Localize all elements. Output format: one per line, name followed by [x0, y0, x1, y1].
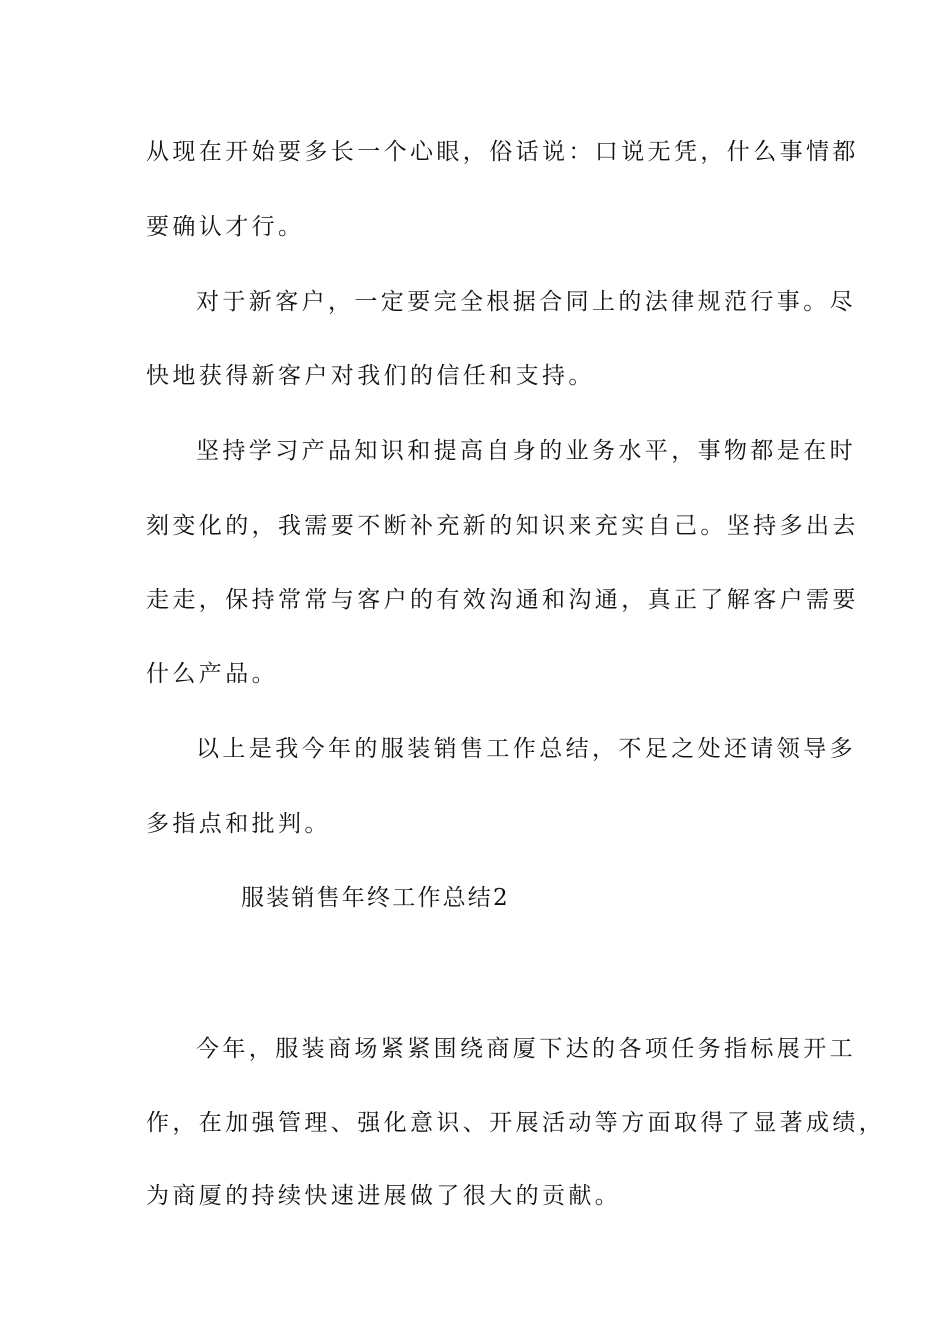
paragraph-line: 多指点和批判。	[146, 811, 331, 837]
paragraph-line: 什么产品。	[146, 661, 278, 687]
paragraph-line: 快地获得新客户对我们的信任和支持。	[146, 363, 595, 389]
paragraph-line: 刻变化的，我需要不断补充新的知识来充实自己。坚持多出去	[146, 513, 859, 539]
paragraph-line: 为商厦的持续快速进展做了很大的贡献。	[146, 1183, 622, 1209]
paragraph-line: 走走，保持常常与客户的有效沟通和沟通，真正了解客户需要	[146, 587, 859, 613]
section-heading: 服装销售年终工作总结2	[241, 885, 510, 911]
paragraph-line: 坚持学习产品知识和提高自身的业务水平，事物都是在时	[196, 438, 856, 464]
paragraph-line: 对于新客户，一定要完全根据合同上的法律规范行事。尽	[196, 289, 856, 315]
paragraph-line: 从现在开始要多长一个心眼，俗话说：口说无凭，什么事情都	[146, 139, 859, 165]
paragraph-line: 以上是我今年的服装销售工作总结，不足之处还请领导多	[196, 736, 856, 762]
paragraph-line: 今年，服装商场紧紧围绕商厦下达的各项任务指标展开工	[196, 1036, 856, 1062]
paragraph-line: 要确认才行。	[146, 214, 305, 240]
paragraph-line: 作，在加强管理、强化意识、开展活动等方面取得了显著成绩，	[146, 1110, 886, 1136]
